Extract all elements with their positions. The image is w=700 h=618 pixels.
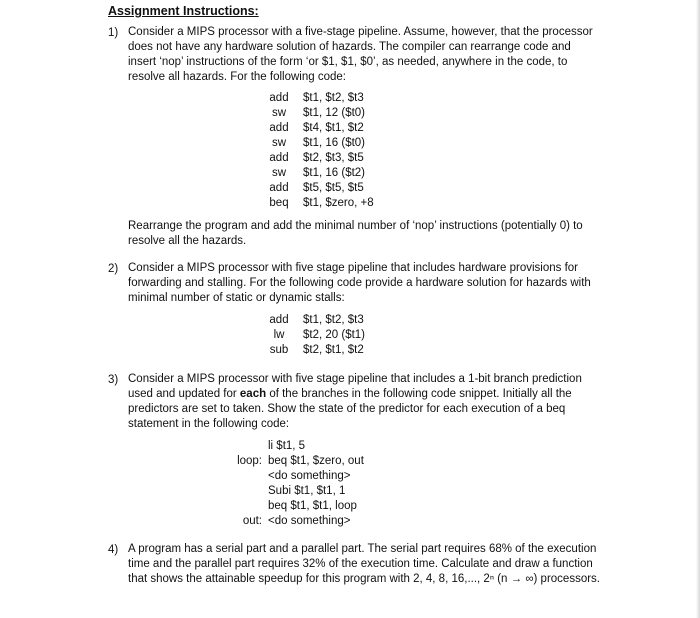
opcode: add: [269, 182, 289, 194]
code-statement: beq $t1, $zero, out: [268, 455, 364, 467]
question-4-number: 4): [108, 544, 119, 556]
operands: $t1, $t2, $t3: [303, 314, 364, 326]
code-line: [261, 181, 374, 196]
question-3-text-end: of the branches in the following code snippet. Initially all the predictors are set to taken. Show the state of the predictor for each execution of a beq statement in the following code:: [128, 388, 572, 430]
code-line: [261, 91, 374, 106]
question-3-text-start: Consider a MIPS processor with five stage pipeline that includes a 1-bit branch prediction used and updated for: [128, 373, 582, 400]
code-statement: Subi $t1, $t1, 1: [268, 485, 346, 497]
opcode: add: [269, 152, 289, 164]
code-line: [261, 136, 374, 151]
code-line: [261, 313, 365, 328]
operands: $t5, $t5, $t5: [303, 182, 364, 194]
code-line: [261, 121, 374, 136]
operands: $t1, 16 ($t2): [303, 167, 366, 179]
question-4-text: A program has a serial part and a parallel part. The serial part requires 68% of the execution time and the parallel part requires 32% of the execution time. Calculate and draw a function that shows the attainable speedup for this program with 2, 4, 8, 16,..., 2ⁿ (n → ∞) processors.: [128, 543, 600, 585]
code-line: [261, 196, 374, 211]
code-line: [261, 151, 374, 166]
question-1-followup: Rearrange the program and add the minimal number of ‘nop’ instructions (potentially 0) to resolve all the hazards.: [128, 220, 583, 247]
code-line: [261, 343, 365, 358]
opcode: add: [269, 92, 289, 104]
operands: $t1, $t2, $t3: [303, 92, 364, 104]
question-1-text: Consider a MIPS processor with a five-stage pipeline. Assume, however, that the processor does not have any hardware solution of hazards. The compiler can rearrange code and insert ‘nop’ instructions of the form ‘or $1, $1, $0’, as needed, anywhere in the code, to resolve all hazards. For the following code:: [128, 26, 593, 83]
operands: $t1, 12 ($t0): [303, 107, 366, 119]
question-1-number: 1): [108, 27, 119, 39]
question-2-number: 2): [108, 263, 119, 275]
question-1-code: [261, 91, 374, 211]
question-3-emphasis: each: [239, 388, 267, 400]
code-label: [222, 439, 268, 454]
code-label: [222, 499, 268, 514]
question-3-number: 3): [108, 374, 119, 386]
code-statement: li $t1, 5: [268, 440, 306, 452]
operands: $t1, $zero, +8: [303, 197, 374, 209]
code-label: out:: [242, 515, 262, 527]
question-3-code: [222, 439, 364, 529]
opcode: beq: [269, 197, 289, 209]
opcode: sub: [269, 344, 289, 356]
question-2-code: [261, 313, 365, 358]
code-label: loop:: [237, 455, 262, 467]
opcode: sw: [271, 167, 287, 179]
code-line: [261, 106, 374, 121]
page-edge-shadow: [696, 0, 700, 618]
operands: $t2, $t3, $t5: [303, 152, 364, 164]
question-3-text: [128, 372, 600, 432]
opcode: add: [269, 122, 289, 134]
code-line: [222, 499, 364, 514]
opcode: lw: [273, 329, 285, 341]
opcode: sw: [271, 137, 287, 149]
operands: $t2, 20 ($t1): [303, 329, 366, 341]
assignment-heading: Assignment Instructions:: [108, 4, 259, 18]
code-line: [261, 328, 365, 343]
code-statement: <do something>: [268, 515, 351, 527]
code-line: [222, 514, 364, 529]
code-statement: <do something>: [268, 470, 351, 482]
operands: $t1, 16 ($t0): [303, 137, 366, 149]
code-label: [222, 484, 268, 499]
code-line: [222, 484, 364, 499]
code-line: [222, 439, 364, 454]
code-line: [222, 454, 364, 469]
operands: $t4, $t1, $t2: [303, 122, 364, 134]
operands: $t2, $t1, $t2: [303, 344, 364, 356]
code-label: [222, 469, 268, 484]
opcode: add: [269, 314, 289, 326]
opcode: sw: [271, 107, 287, 119]
question-2-text: Consider a MIPS processor with five stage pipeline that includes hardware provisions for forwarding and stalling. For the following code provide a hardware solution for hazards with minimal number of static or dynamic stalls:: [128, 262, 591, 304]
code-line: [261, 166, 374, 181]
code-statement: beq $t1, $t1, loop: [268, 500, 357, 512]
code-line: [222, 469, 364, 484]
